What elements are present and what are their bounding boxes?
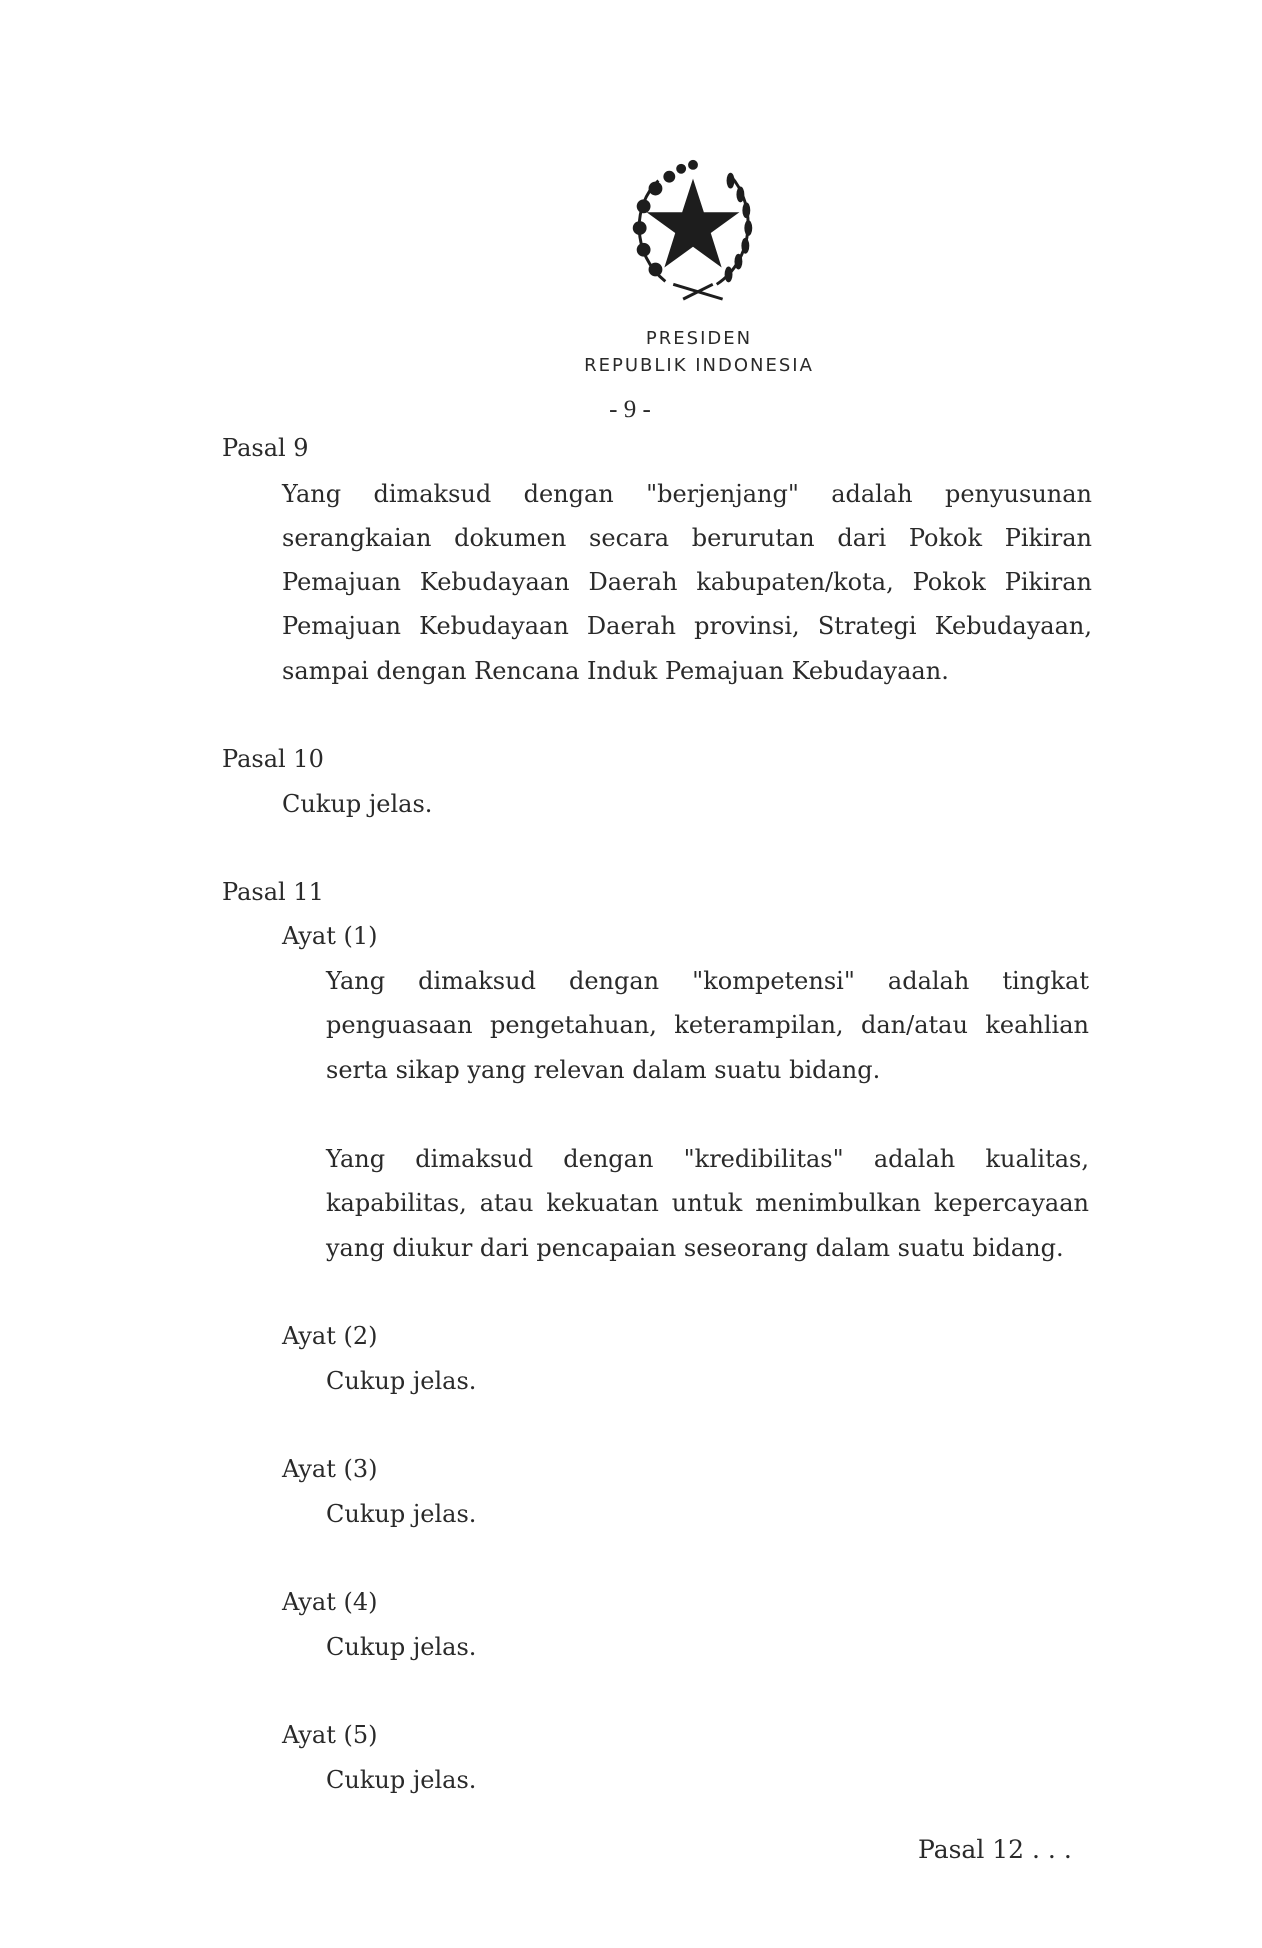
ayat-4-body: Cukup jelas. [326,1633,477,1661]
pasal-10-heading: Pasal 10 [222,745,324,773]
ayat-3-heading: Ayat (3) [282,1455,378,1483]
pasal-11-heading: Pasal 11 [222,878,324,906]
ayat-1-heading: Ayat (1) [282,922,378,950]
ayat-2-heading: Ayat (2) [282,1322,378,1350]
pasal-10-body: Cukup jelas. [282,790,433,818]
pasal-9-line: Yang dimaksud dengan "berjenjang" adalah penyusunan [282,480,1092,508]
ayat-5-heading: Ayat (5) [282,1721,378,1749]
next-page-reference: Pasal 12 . . . [918,1835,1072,1864]
pasal-9-line: serangkaian dokumen secara berurutan dari Pokok Pikiran [282,524,1092,552]
ayat-1-para-2-line: Yang dimaksud dengan "kredibilitas" adalah kualitas, [326,1145,1089,1173]
garuda-star-emblem-icon [614,150,772,310]
pasal-9-line: Pemajuan Kebudayaan Daerah kabupaten/kota, Pokok Pikiran [282,568,1092,596]
ayat-3-body: Cukup jelas. [326,1500,477,1528]
pasal-9-line: sampai dengan Rencana Induk Pemajuan Kebudayaan. [282,657,949,685]
header-presiden: PRESIDEN [645,328,753,349]
header-republik-indonesia: REPUBLIK INDONESIA [584,355,814,376]
ayat-1-para-2-line: yang diukur dari pencapaian seseorang dalam suatu bidang. [326,1234,1064,1262]
ayat-1-para-2-line: kapabilitas, atau kekuatan untuk menimbulkan kepercayaan [326,1189,1089,1217]
pasal-9-line: Pemajuan Kebudayaan Daerah provinsi, Strategi Kebudayaan, [282,612,1092,640]
ayat-1-para-1-line: penguasaan pengetahuan, keterampilan, dan/atau keahlian [326,1011,1089,1039]
ayat-1-para-1-line: Yang dimaksud dengan "kompetensi" adalah tingkat [326,967,1089,995]
ayat-5-body: Cukup jelas. [326,1766,477,1794]
ayat-2-body: Cukup jelas. [326,1367,477,1395]
ayat-1-para-1-line: serta sikap yang relevan dalam suatu bidang. [326,1056,881,1084]
ayat-4-heading: Ayat (4) [282,1588,378,1616]
page-number: - 9 - [609,396,651,423]
pasal-9-heading: Pasal 9 [222,434,309,462]
